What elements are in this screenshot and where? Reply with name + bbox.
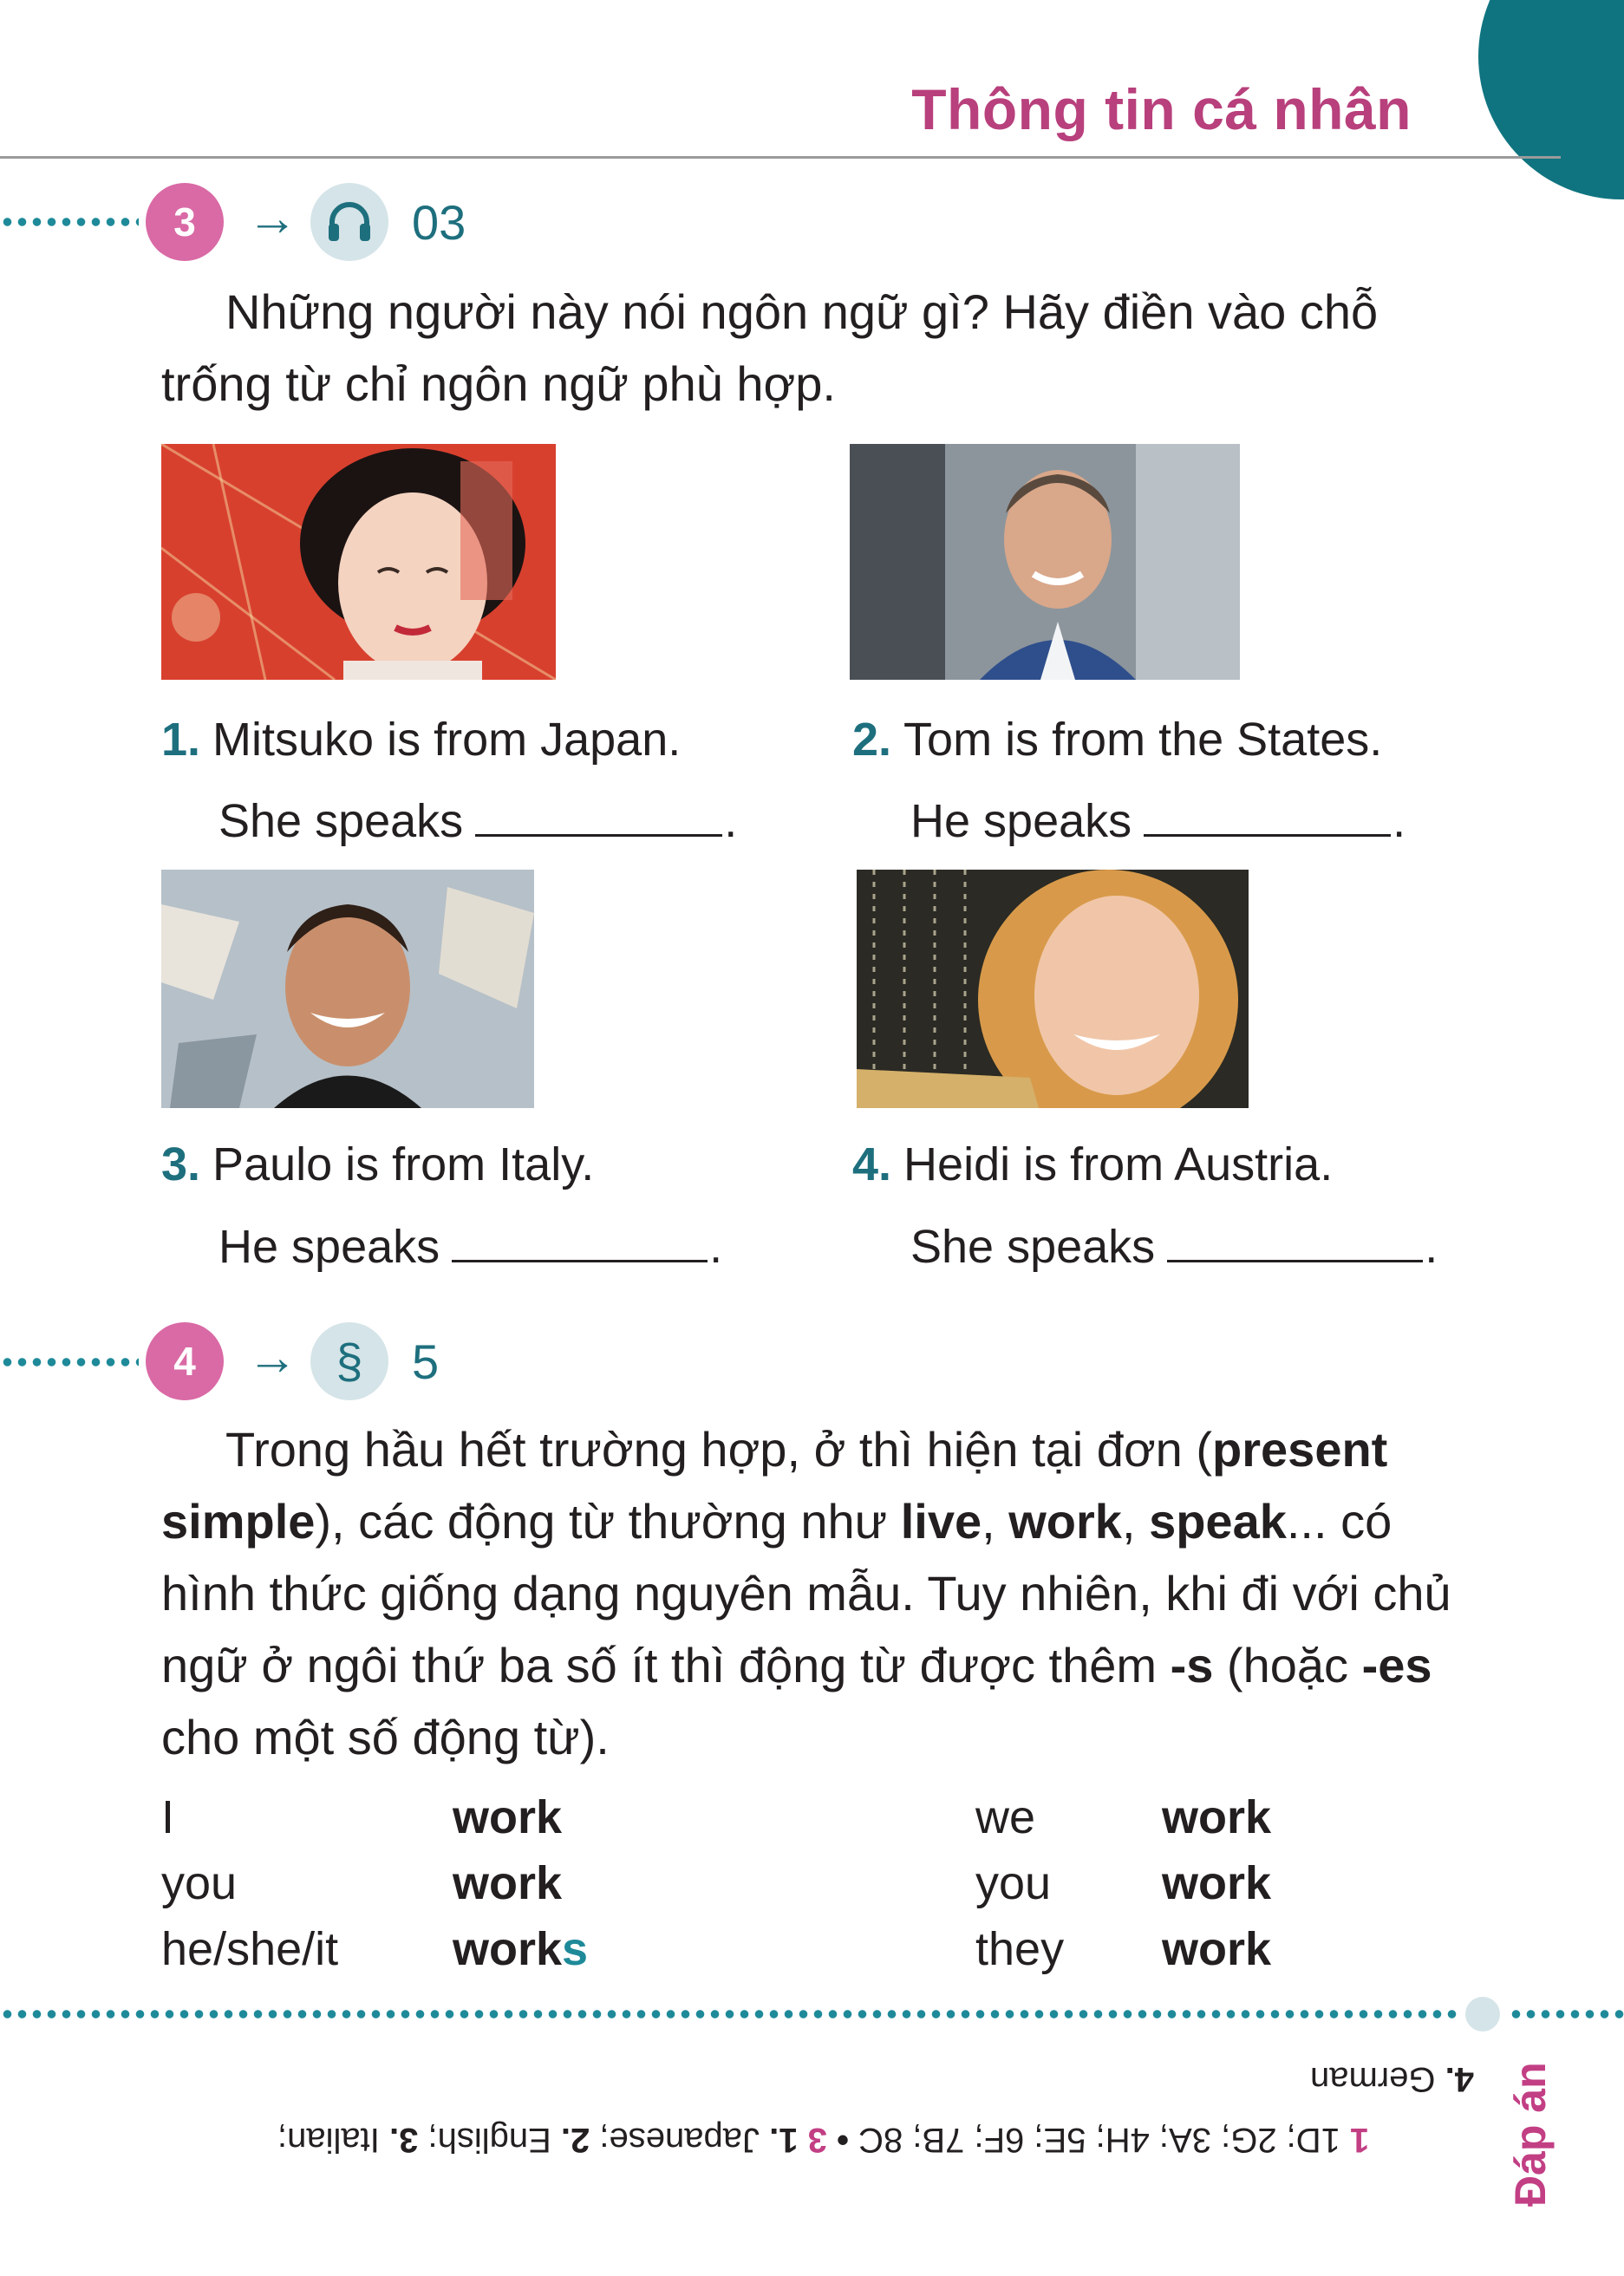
answer-key-label: Đáp án: [1506, 2062, 1555, 2207]
grammar-ref-number: 5: [412, 1334, 440, 1389]
answer-blank[interactable]: [1167, 1225, 1423, 1262]
divider-circle: [1465, 1997, 1500, 2031]
conj-pronoun: he/she/it: [161, 1923, 339, 1975]
exercise-4-sentence: 4. Heidi is from Austria.: [852, 1138, 1334, 1190]
conj-pronoun: we: [975, 1791, 1036, 1843]
answer-blank[interactable]: [452, 1225, 708, 1262]
exercise-2-sentence: 2. Tom is from the States.: [852, 714, 1383, 766]
conj-verb: work: [1162, 1857, 1272, 1909]
exercise-2-prompt: He speaks .: [910, 795, 1406, 847]
exercise-3-sentence: 3. Paulo is from Italy.: [161, 1138, 595, 1190]
section-number-badge: 3: [146, 183, 224, 261]
conj-pronoun: they: [975, 1923, 1065, 1975]
section-number-badge: 4: [146, 1322, 224, 1400]
audio-track-number: 03: [412, 195, 466, 250]
dotted-line: [0, 218, 139, 226]
dotted-line: [0, 1358, 139, 1366]
answer-blank[interactable]: [475, 799, 722, 837]
conj-verb: work: [1162, 1791, 1272, 1843]
answer-row-2: 4. German: [1310, 2060, 1474, 2098]
answer-row-1: 1 1D; 2G; 3A; 4H; 5E; 6F; 7B; 8C • 3 1. Japanese; 2. English; 3. Italian;: [277, 2121, 1370, 2159]
photo-heidi: [857, 870, 1249, 1108]
answer-key: [277, 2046, 1474, 2168]
page-title: Thông tin cá nhân: [911, 77, 1412, 141]
arrow-icon: →: [247, 1329, 297, 1386]
arrow-icon: →: [247, 190, 297, 246]
section-ref-icon: §: [310, 1322, 388, 1400]
answer-divider: [0, 2010, 1461, 2018]
conj-pronoun: you: [161, 1857, 238, 1909]
conj-pronoun: I: [161, 1791, 175, 1843]
conj-verb: work: [453, 1791, 563, 1843]
section4-explanation: Trong hầu hết trường hợp, ở thì hiện tại đơn (present simple), các động từ thường như live, work, speak... có hình thức giống dạng nguyên mẫu. Tuy nhiên, khi đi với chủ ngữ ở ngôi thứ ba số ít thì động từ được thêm -s (hoặc -es cho một số động từ).: [161, 1422, 1451, 1764]
answer-blank[interactable]: [1144, 799, 1391, 837]
conj-pronoun: you: [975, 1857, 1052, 1909]
exercise-3-prompt: He speaks .: [218, 1221, 723, 1273]
section3-instruction: Những người này nói ngôn ngữ gì? Hãy điền vào chỗ trống từ chỉ ngôn ngữ phù hợp.: [161, 284, 1379, 411]
conj-verb: work: [1162, 1923, 1272, 1975]
exercise-1-prompt: She speaks .: [218, 795, 738, 847]
conj-verb: work: [453, 1857, 563, 1909]
photo-paulo: [161, 870, 534, 1108]
conj-verb: works: [453, 1923, 589, 1975]
exercise-1-sentence: 1. Mitsuko is from Japan.: [161, 714, 682, 766]
answer-divider: [1509, 2010, 1624, 2018]
header-divider: [0, 156, 1561, 159]
photo-tom: [850, 444, 1240, 680]
corner-decoration: [1478, 0, 1624, 199]
photo-mitsuko: [161, 444, 556, 680]
exercise-4-prompt: She speaks .: [910, 1221, 1438, 1273]
headphones-icon: [310, 183, 388, 261]
